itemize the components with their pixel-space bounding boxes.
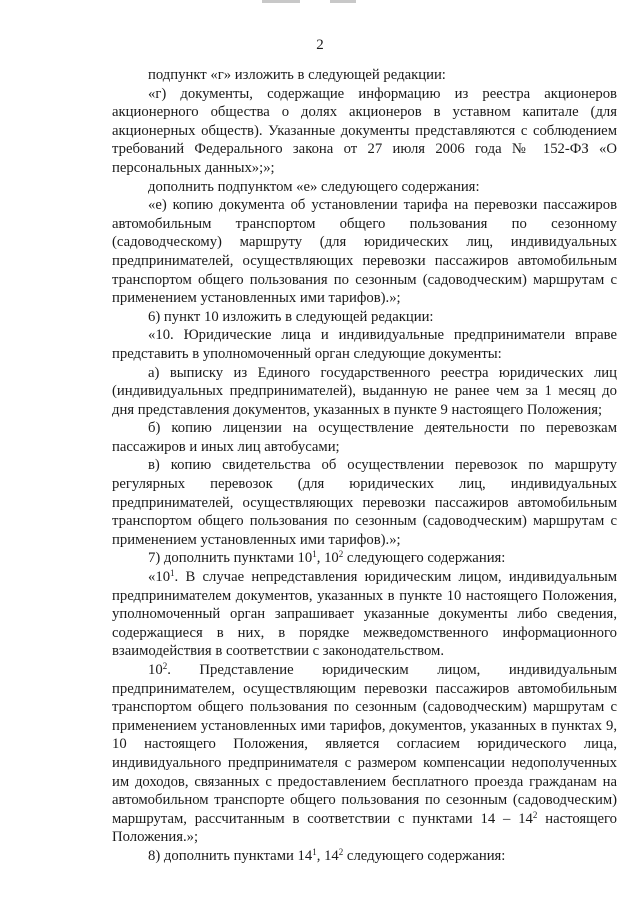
scan-artifact [262, 0, 300, 3]
paragraph-item-7: 7) дополнить пунктами $10^1$, $10^2$ следующего содержания: [148, 549, 506, 567]
document-body [112, 66, 617, 866]
paragraph-clause-10-b: б) копию лицензии на осуществление деятельности по перевозкам пассажиров и иных лиц автобусами; [112, 420, 617, 455]
paragraph-clause-10-1: «$10^1$. В случае непредставления юридическим лицом, индивидуальным предпринимателем документов, указанных в пункте 10 настоящего Положения, уполномоченный орган запрашивает указанные документы либо сведения, содержащиеся в них, в порядке межведомственного информационного взаимодействия в соответствии с законодательством. [112, 568, 617, 660]
paragraph-subpoint-e-intro: дополнить подпунктом «е» следующего содержания: [148, 178, 480, 195]
page-number: 2 [316, 37, 324, 53]
paragraph-item-6: 6) пункт 10 изложить в следующей редакции: [148, 308, 434, 325]
paragraph-subpoint-g-text: «г) документы, содержащие информацию из реестра акционеров акционерного общества о долях акционеров в уставном капитале (для акционерных обществ). Указанные документы представляются с соблюдением требований Федерального закона от 27 июля 2006 года № 152-ФЗ «О персональных данных»;»; [112, 85, 617, 176]
paragraph-subpoint-g-intro: подпункт «г» изложить в следующей редакции: [148, 67, 446, 83]
scan-artifact [330, 0, 356, 3]
paragraph-clause-10-v: в) копию свидетельства об осуществлении перевозок по маршруту регулярных перевозок (для юридических лиц, индивидуальных предпринимателей, осуществляющих перевозки пассажиров автомобильным транспортом общего пользования по сезонным (садоводческим) маршрутам с применением установленных ими тарифов).»; [112, 457, 617, 548]
paragraph-subpoint-e-text: «е) копию документа об установлении тарифа на перевозки пассажиров автомобильным транспортом общего пользования по сезонному (садоводческому) маршруту (для юридических лиц, индивидуальных предпринимателей, осуществляющих перевозки пассажиров автомобильным транспортом общего пользования по сезонным (садоводческим) маршрутам с применением установленных ими тарифов).»; [112, 197, 617, 307]
paragraph-clause-10-2: $10^2$. Представление юридическим лицом, индивидуальным предпринимателем, осуществляющим перевозки пассажиров автомобильным транспортом общего пользования по сезонным (садоводческим) маршрутам с применением установленных ими тарифов, документов, указанных в пунктах 9, 10 настоящего Положения, является согласием юридического лица, индивидуального предпринимателя с размером компенсации недополученных им доходов, связанных с предоставлением бесплатного проезда гражданам на автомобильном транспорте общего пользования по сезонным (садоводческим) маршрутам, рассчитанным в соответствии с пунктами $14 - 14^2$ настоящего Положения.»; [112, 661, 617, 846]
paragraph-clause-10-a: а) выписку из Единого государственного реестра юридических лиц (индивидуальных предпринимателей), выданную не ранее чем за 1 месяц до дня представления документов, указанных в пункте 9 настоящего Положения; [112, 364, 617, 418]
paragraph-clause-10: «10. Юридические лица и индивидуальные предприниматели вправе представить в уполномоченный орган следующие документы: [112, 327, 617, 362]
paragraph-item-8: 8) дополнить пунктами $14^1$, $14^2$ следующего содержания: [148, 846, 506, 864]
